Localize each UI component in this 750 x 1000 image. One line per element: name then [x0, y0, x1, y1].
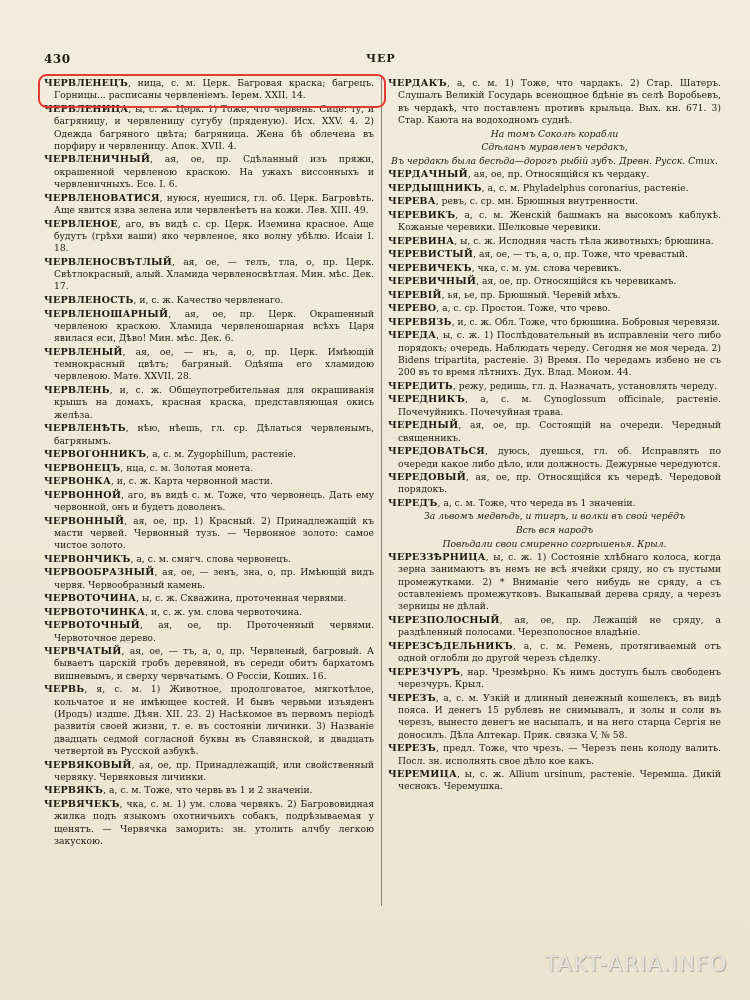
dictionary-entry [44, 760, 374, 785]
entry-definition: , ья, ье, пр. Брюшный. Черевій мѣхъ. [441, 289, 621, 301]
left-column [44, 78, 374, 850]
right-column [388, 78, 721, 795]
dictionary-entry [388, 615, 721, 640]
entry-headword: ЧЕРВЛЕНѢТЬ [44, 423, 126, 435]
entry-headword: ЧЕРВОННОЙ [44, 489, 122, 501]
entry-headword: ЧЕРЕЗЧУРЪ [388, 666, 461, 678]
entry-headword: ЧЕРВООБРАЗНЫЙ [44, 567, 155, 579]
entry-headword: ЧЕРВЛЕНОСВѢТЛЫЙ [44, 256, 173, 268]
entry-headword: ЧЕРЕВЯЗЬ [388, 316, 452, 328]
dictionary-entry [388, 236, 721, 248]
entry-definition: , ая, ое, — тъ, а, о, пр. Тоже, что чревастый. [473, 249, 688, 261]
entry-definition: , а, с. м. Тоже, что череда въ 1 значеніи. [437, 497, 636, 509]
entry-headword: ЧЕРВОНЧИКЪ [44, 553, 131, 565]
entry-definition: , нуюся, нуешися, гл. об. Церк. Багровѣть. Аще явится язва зелена или червленѣетъ на кожи. Лев. XIII. 49. [54, 192, 374, 216]
entry-definition: , а, с. м. Cynoglossum officinale, растеніе. Почечуйникъ. Почечуйная трава. [398, 394, 721, 418]
entry-headword: ЧЕРЕДЪ [388, 497, 438, 509]
verse-quote [388, 511, 721, 550]
entry-headword: ЧЕРЕДИТЬ [388, 380, 453, 392]
dictionary-entry [388, 743, 721, 768]
entry-headword: ЧЕРВОННЫЙ [44, 515, 125, 527]
entry-definition: , и, с. ж. Обл. Тоже, что брюшина. Бобровыя черевязи. [451, 316, 721, 328]
dictionary-entry [388, 317, 721, 329]
verse-quote [388, 129, 721, 168]
entry-definition: , а, с. ср. Простон. Тоже, что чрево. [436, 303, 611, 315]
dictionary-entry [388, 769, 721, 794]
entry-definition: , ая, ое, пр. 1) Красный. 2) Принадлежащій къ масти червей. Червонный тузъ. — Червонное золото: самое чистое золото. [54, 515, 374, 552]
dictionary-entry [388, 693, 721, 742]
dictionary-entry [388, 552, 721, 614]
entry-headword: ЧЕРДЫЩНИКЪ [388, 182, 482, 194]
entry-definition: , нар. Чрезмѣрно. Къ нимъ доступъ былъ свободенъ черезчуръ. Крыл. [398, 666, 721, 691]
entry-headword: ЧЕРЕДНЫЙ [388, 420, 459, 432]
dictionary-entry [44, 104, 374, 153]
entry-headword: ЧЕРВЧАТЫЙ [44, 646, 122, 658]
entry-definition: , ая, ое, пр. Относящійся къ черевикамъ. [476, 276, 677, 288]
entry-headword: ЧЕРЕВИЧНЫЙ [388, 276, 477, 288]
highlight-outline [38, 74, 386, 108]
entry-definition: , и, с. ж. ум. слова червоточина. [145, 606, 303, 618]
entry-headword: ЧЕРЕВИЧЕКЪ [388, 262, 472, 274]
entry-definition: , аго, въ видѣ с. м. Тоже, что червонецъ. Дать ему червонной, онъ и будетъ доволенъ. [54, 489, 374, 513]
entry-definition: , ы, с. ж. Скважина, проточенная червями. [136, 593, 347, 605]
entry-headword: ЧЕРВЯЧЕКЪ [44, 798, 120, 810]
entry-headword: ЧЕРДАЧНЫЙ [388, 169, 468, 181]
dictionary-entry [44, 219, 374, 256]
entry-headword: ЧЕРЕЗСѢДЕЛЬНИКЪ [388, 640, 513, 652]
entry-definition: , я, с. м. 1) Животное, продолговатое, мягкотѣлое, кольчатое и не имѣющее костей. И бывъ червьми изъяденъ (Иродъ) издше. Дѣян. XII. 23. 2) Насѣкомое въ первомъ періодѣ развитія своей жизни, т. е. въ состояніи личинки. 3) Названіе двадцать седмой согласной буквы въ Славянской, и двадцать четвертой въ Русской азбукѣ. [54, 684, 374, 757]
dictionary-entry [388, 472, 721, 497]
entry-definition: , а, с. м. 1) Тоже, что чардакъ. 2) Стар. Шатеръ. Слушалъ Великій Государь всенощное бдѣніе въ селѣ Воробьевъ, въ чердакѣ, что поставленъ противъ крыльца. Вых. кн. 671. 3) Стар. Каюта на водоходномъ суднѣ. [398, 78, 721, 127]
entry-headword: ЧЕРЕВИКЪ [388, 209, 456, 221]
entry-definition: , ая, ое, пр. Церк. Окрашенный червленою краскою. Хламида червленошарная всѣхъ Царя явилася еси, Дѣво! Мин. мѣс. Дек. 6. [54, 308, 374, 345]
entry-headword: ЧЕРВЛЕНОВАТИСЯ [44, 192, 160, 204]
entry-headword: ЧЕРВОНКА [44, 476, 111, 488]
entry-headword: ЧЕРЕМИЦА [388, 769, 457, 781]
entry-definition: , предл. Тоже, что чрезъ. — Черезъ пень колоду валить. Посл. зн. исполнять свое дѣло кое какъ. [398, 743, 721, 767]
entry-definition: , ая, ое, — нъ, а, о, пр. Церк. Имѣющій темнокрасный цвѣтъ; багряный. Одѣяша его хламидою червленою. Матѳ. XXVII. 28. [54, 346, 374, 383]
dictionary-entry [44, 593, 374, 605]
entry-headword: ЧЕРВЛЕНЕЦЪ [44, 78, 129, 89]
entry-headword: ЧЕРВОГОННИКЪ [44, 449, 147, 461]
entry-definition: , ая, ое, пр. Относящійся къ чередѣ. Чередовой порядокъ. [398, 472, 721, 496]
entry-headword: ЧЕРВЬ [44, 684, 85, 696]
entry-headword: ЧЕРЕДОВАТЬСЯ [388, 446, 485, 458]
dictionary-entry [388, 210, 721, 235]
entry-headword: ЧЕРВЯКОВЫЙ [44, 759, 132, 771]
entry-headword: ЧЕРЕВІЙ [388, 289, 442, 301]
dictionary-entry [44, 799, 374, 848]
entry-definition: , и, с. ж. Качество червленаго. [133, 294, 284, 306]
dictionary-entry [388, 263, 721, 275]
entry-definition: , а, с. м. Ремень, протягиваемый отъ одной оглобли до другой черезъ сѣделку. [398, 640, 721, 665]
entry-definition: , режу, редишь, гл. д. Назначать, установлять череду. [452, 380, 718, 392]
entry-definition: , ая, ое, — тъ, а, о, пр. Червленый, багровый. А бываетъ царскій гробъ деревяной, въ середи обитъ бархатомъ вишневымъ, и сверху червчатымъ. О Россiи, Коших. 16. [54, 646, 374, 682]
entry-definition: , и, с. ж. Карта червонной масти. [110, 476, 273, 488]
dictionary-entry [44, 385, 374, 422]
entry-definition: , ая, ое, пр. Лежащій не сряду, а раздѣленный полосами. Черезполосное владѣніе. [398, 614, 721, 639]
entry-definition: , а, с. м. Женскій башмакъ на высокомъ каблукѣ. Кожаные черевики. Шелковые черевики. [398, 209, 721, 234]
dictionary-entry [388, 420, 721, 445]
entry-headword: ЧЕРВОТОЧИНКА [44, 606, 146, 618]
dictionary-entry [388, 249, 721, 261]
entry-definition: , аго, въ видѣ с. ср. Церк. Иземина красное. Аще будутъ (грѣхи ваши) яко червленое, яко волну убѣлю. Исаiи I. 18. [54, 218, 374, 255]
entry-headword: ЧЕРВОТОЧИНА [44, 593, 137, 605]
entry-headword: ЧЕРВОНЕЦЪ [44, 462, 121, 474]
dictionary-entry [44, 646, 374, 683]
dictionary-entry [388, 78, 721, 127]
entry-definition: , ая, ое, пр. Относящійся къ чердаку. [467, 169, 650, 181]
dictionary-entry [388, 667, 721, 692]
dictionary-entry [44, 423, 374, 448]
entry-definition: , ая, ое, пр. Принадлежащій, или свойственный червяку. Червяковыя личинки. [54, 759, 374, 783]
page-number: 430 [44, 52, 71, 66]
entry-headword: ЧЕРВЛЕНИЦА [44, 103, 129, 115]
entry-definition: , ница, с. м. Церк. Багровая краска; багрецъ. Горницы... расписаны червленіемъ. Iерем. XXII. 14. [54, 78, 374, 102]
dictionary-entry [388, 303, 721, 315]
dictionary-entry [388, 381, 721, 393]
entry-definition: , ы, с. ж. 1) Послѣдовательный въ исправленіи чего либо порядокъ; очередь. Наблюдать череду. Сегодня не моя череда. 2) Bidens tripartita, растеніе. 3) Время. По чередамъ избено не съ 200 въ то время лѣтнихъ. Дух. Влад. Моном. 44. [398, 330, 721, 379]
entry-definition: , ревъ, с. ср. мн. Брюшныя внутренности. [435, 196, 639, 208]
entry-headword: ЧЕРВЛЕНЬ [44, 384, 110, 396]
dictionary-entry [388, 290, 721, 302]
entry-definition: , ы, с. ж. Allium ursinum, растеніе. Черемша. Дикій чеснокъ. Черемушка. [398, 769, 721, 793]
verse-line: Всѣ вся народъ [515, 525, 594, 536]
entry-headword: ЧЕРЕЗЗѢРНИЦА [388, 552, 486, 564]
dictionary-entry [44, 554, 374, 566]
entry-headword: ЧЕРЕВИНА [388, 235, 455, 247]
page-header [0, 52, 750, 72]
dictionary-entry [388, 330, 721, 379]
dictionary-entry [44, 516, 374, 553]
dictionary-entry [44, 684, 374, 758]
dictionary-entry [388, 446, 721, 471]
entry-definition: , нца, с. м. Золотая монета. [120, 462, 254, 474]
dictionary-entry [44, 295, 374, 307]
entry-headword: ЧЕРВЛЕНОШАРНЫЙ [44, 308, 169, 320]
entry-headword: ЧЕРВЛЕНОСТЬ [44, 294, 134, 306]
entry-definition: , ая, ое, — телъ, тла, о, пр. Церк. Свѣтлокрасный, алый. Хламида червленосвѣтлая. Мин. мѣс. Дек. 17. [54, 256, 374, 293]
entry-headword: ЧЕРЕЗЪ [388, 743, 436, 755]
entry-headword: ЧЕРЕЗЪ [388, 692, 436, 704]
entry-definition: , ая, ое, пр. Проточенный червями. Червоточное дерево. [54, 620, 374, 644]
entry-definition: , а, с. м. смягч. слова червонецъ. [130, 553, 291, 565]
dictionary-entry [388, 498, 721, 510]
entry-definition: , нѣю, нѣешь, гл. ср. Дѣлаться червленымъ, багрянымъ. [54, 423, 374, 447]
verse-line: За львомъ медвѣдь, и тигръ, и волки въ свой черёдъ [423, 511, 686, 523]
watermark: TAKT-ARIA.INFO [544, 952, 728, 976]
entry-definition: , а, с. м. Тоже, что червь въ 1 и 2 значеніи. [103, 785, 313, 797]
entry-headword: ЧЕРЕДОВЫЙ [388, 472, 466, 484]
verse-line: Повѣдали свои смиренно согрѣшенья. Крыл. [442, 538, 667, 550]
entry-definition: , ы, с. ж. 1) Состояніе хлѣбнаго колоса, когда зерна занимаютъ въ немъ не всѣ ячейки сряду, но съ пустыми промежутками. 2) * Вниманіе чего нибудь не сряду, а съ оставленіемъ промежутковъ. Выкапывай дерева сряду, а черезъ зерницы не дѣлай. [398, 552, 721, 613]
entry-headword: ЧЕРВЯКЪ [44, 785, 104, 797]
entry-definition: , чка, с. м. 1) ум. слова червякъ. 2) Багрововидная жилка подъ языкомъ охотничьихъ собакъ, подрѣзываемая у щенятъ. — Червячка заморить: зн. утолить алчбу легкою закускою. [54, 798, 374, 847]
dictionary-entry [44, 463, 374, 475]
entry-definition: , а, с. м. Phyladelphus coronarius, растеніе. [481, 182, 689, 194]
entry-headword: ЧЕРВЛЕНОЕ [44, 218, 118, 230]
entry-headword: ЧЕРЕВО [388, 303, 437, 315]
dictionary-entry [44, 785, 374, 797]
verse-line: Сдѣланъ муравленъ чердакъ, [481, 142, 628, 154]
entry-definition: , ы, с. ж. Церк. 1) Тоже, что червень. Сице: ту, и багряницу, и червленицу сугубу (пряденую). Исх. XXV. 4. 2) Одежда багряного цвѣта; багряница. Жена бѣ облечена въ порфиру и червленицу. Апок. XVII. 4. [54, 103, 374, 152]
column-divider [381, 76, 382, 906]
dictionary-entry [388, 276, 721, 288]
verse-line: На томъ Соколѣ корабли [490, 128, 619, 140]
dictionary-entry [388, 196, 721, 208]
dictionary-entry [44, 154, 374, 191]
entry-headword: ЧЕРЕВА [388, 196, 436, 208]
entry-definition: , ы, с. ж. Исподняя часть тѣла животныхъ; брюшина. [454, 235, 714, 247]
dictionary-entry [388, 394, 721, 419]
entry-definition: , ая, ое, пр. Сдѣланный изъ пряжи, окрашенной червленою краскою. На ужахъ виссонныхъ и червленичныхъ. Есѳ. I. 6. [54, 154, 374, 191]
dictionary-entry [44, 193, 374, 218]
entry-headword: ЧЕРЕЗПОЛОСНЫЙ [388, 614, 500, 626]
entry-headword: ЧЕРДАКЪ [388, 78, 447, 89]
entry-headword: ЧЕРВЛЕНИЧНЫЙ [44, 154, 151, 166]
entry-definition: , а, с. м. Узкій и длинный денежный кошелекъ, въ видѣ пояса. И денегъ 15 рублевъ не снимывалъ, и золы и соли въ черезъ, вынесто денегъ не насыпалъ, и на него старца Сергія не доносилъ. Дѣла Аптекар. Прик. связка V, № 58. [398, 692, 721, 741]
entry-headword: ЧЕРЕДНИКЪ [388, 394, 465, 406]
dictionary-entry [44, 347, 374, 384]
running-head: ЧЕР [366, 52, 396, 65]
dictionary-entry [44, 257, 374, 294]
entry-definition: , ая, ое, пр. Состоящій на очереди. Чередный священникъ. [398, 420, 721, 444]
dictionary-entry [44, 309, 374, 346]
dictionary-entry [44, 476, 374, 488]
dictionary-entry [44, 567, 374, 592]
dictionary-entry [388, 169, 721, 181]
dictionary-entry [388, 641, 721, 666]
entry-definition: , и, с. ж. Общеупотребительная для окрашиванія крышъ на домахъ, красная краска, представляющая окись желѣза. [54, 384, 374, 421]
dictionary-entry [44, 620, 374, 645]
entry-headword: ЧЕРЕДА [388, 330, 437, 342]
dictionary-entry [388, 183, 721, 195]
entry-definition: , дуюсь, дуешься, гл. об. Исправлять по очереди какое либо дѣло, или должность. Дежурные чередуются. [398, 446, 721, 470]
entry-definition: , а, с. м. Zygophillum, растеніе. [146, 449, 296, 461]
entry-definition: , ая, ое, — зенъ, зна, о, пр. Имѣющій видъ червя. Червообразный камень. [54, 567, 374, 591]
dictionary-entry [44, 490, 374, 515]
entry-headword: ЧЕРВЛЕНЫЙ [44, 346, 123, 358]
entry-headword: ЧЕРЕВИСТЫЙ [388, 249, 474, 261]
dictionary-entry [44, 449, 374, 461]
entry-definition: , чка, с. м. ум. слова черевикъ. [471, 262, 622, 274]
entry-headword: ЧЕРВОТОЧНЫЙ [44, 620, 140, 632]
dictionary-entry [44, 607, 374, 619]
verse-line: Въ чердакѣ была бесѣда—дорогъ рыбій зубъ. Древн. Русск. Стих. [391, 155, 718, 167]
